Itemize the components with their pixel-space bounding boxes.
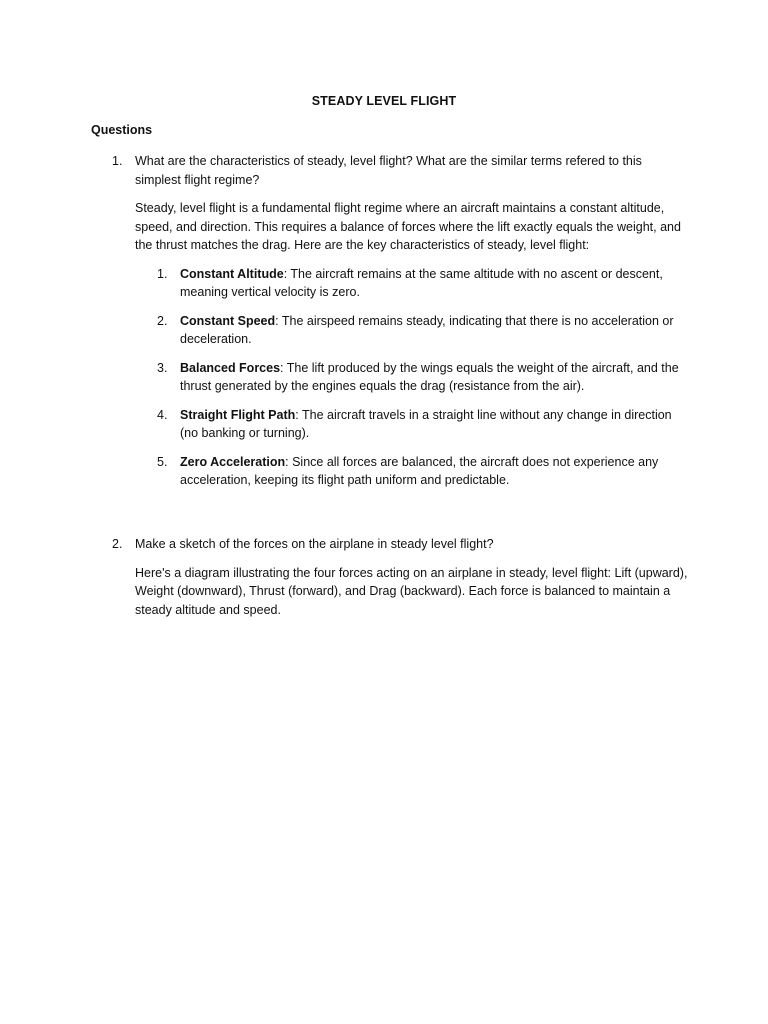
list-item-number: 3. — [157, 360, 168, 375]
list-item-description: : The aircraft remains at the same altitude with no ascent or descent, meaning vertical velocity is zero. — [180, 266, 663, 299]
answer-intro: Steady, level flight is a fundamental flight regime where an aircraft maintains a constant altitude, speed, and direction. This requires a balance of forces where the lift exactly equals the weight, and the thrust matches the drag. Here are the key characteristics of steady, level flight: — [135, 201, 681, 252]
question-block — [91, 535, 691, 619]
list-item — [135, 453, 691, 490]
list-item-term: Balanced Forces — [180, 360, 281, 375]
question-block — [91, 152, 691, 490]
document-title: STEADY LEVEL FLIGHT — [311, 94, 457, 108]
list-item-number: 1. — [157, 266, 168, 281]
list-item-description: : The aircraft travels in a straight line without any change in direction (no banking or turning). — [180, 407, 672, 440]
list-item-term: Constant Speed — [180, 313, 276, 328]
characteristics-list — [135, 265, 691, 490]
question-1 — [91, 152, 691, 500]
list-item — [135, 265, 691, 302]
list-item-description: : The lift produced by the wings equals the weight of the aircraft, and the thrust generated by the engines equals the drag (resistance from the air). — [180, 360, 679, 393]
list-item — [135, 359, 691, 396]
list-item-term: Zero Acceleration — [180, 454, 286, 469]
list-item-number: 2. — [157, 313, 168, 328]
list-item — [135, 312, 691, 349]
question-2 — [91, 535, 691, 619]
questions-heading: Questions — [91, 123, 153, 137]
answer-intro: Here's a diagram illustrating the four forces acting on an airplane in steady, level flight: Lift (upward), Weight (downward), Thrust (forward), and Drag (backward). Each force is balanced to maintain a steady altitude and speed. — [135, 565, 688, 617]
question-text: Make a sketch of the forces on the airplane in steady level flight? — [135, 537, 494, 551]
question-text: What are the characteristics of steady, level flight? What are the similar terms refered to this simplest flight regime? — [135, 154, 642, 187]
list-item-term: Constant Altitude — [180, 266, 284, 281]
question-number: 2. — [112, 537, 123, 551]
list-item-number: 4. — [157, 407, 168, 422]
list-item-description: : Since all forces are balanced, the aircraft does not experience any acceleration, keeping its flight path uniform and predictable. — [180, 454, 659, 487]
list-item-term: Straight Flight Path — [180, 407, 296, 422]
list-item-number: 5. — [157, 454, 168, 469]
list-item-description: : The airspeed remains steady, indicating that there is no acceleration or deceleration. — [180, 313, 674, 346]
question-number: 1. — [112, 154, 123, 168]
list-item — [135, 406, 691, 443]
